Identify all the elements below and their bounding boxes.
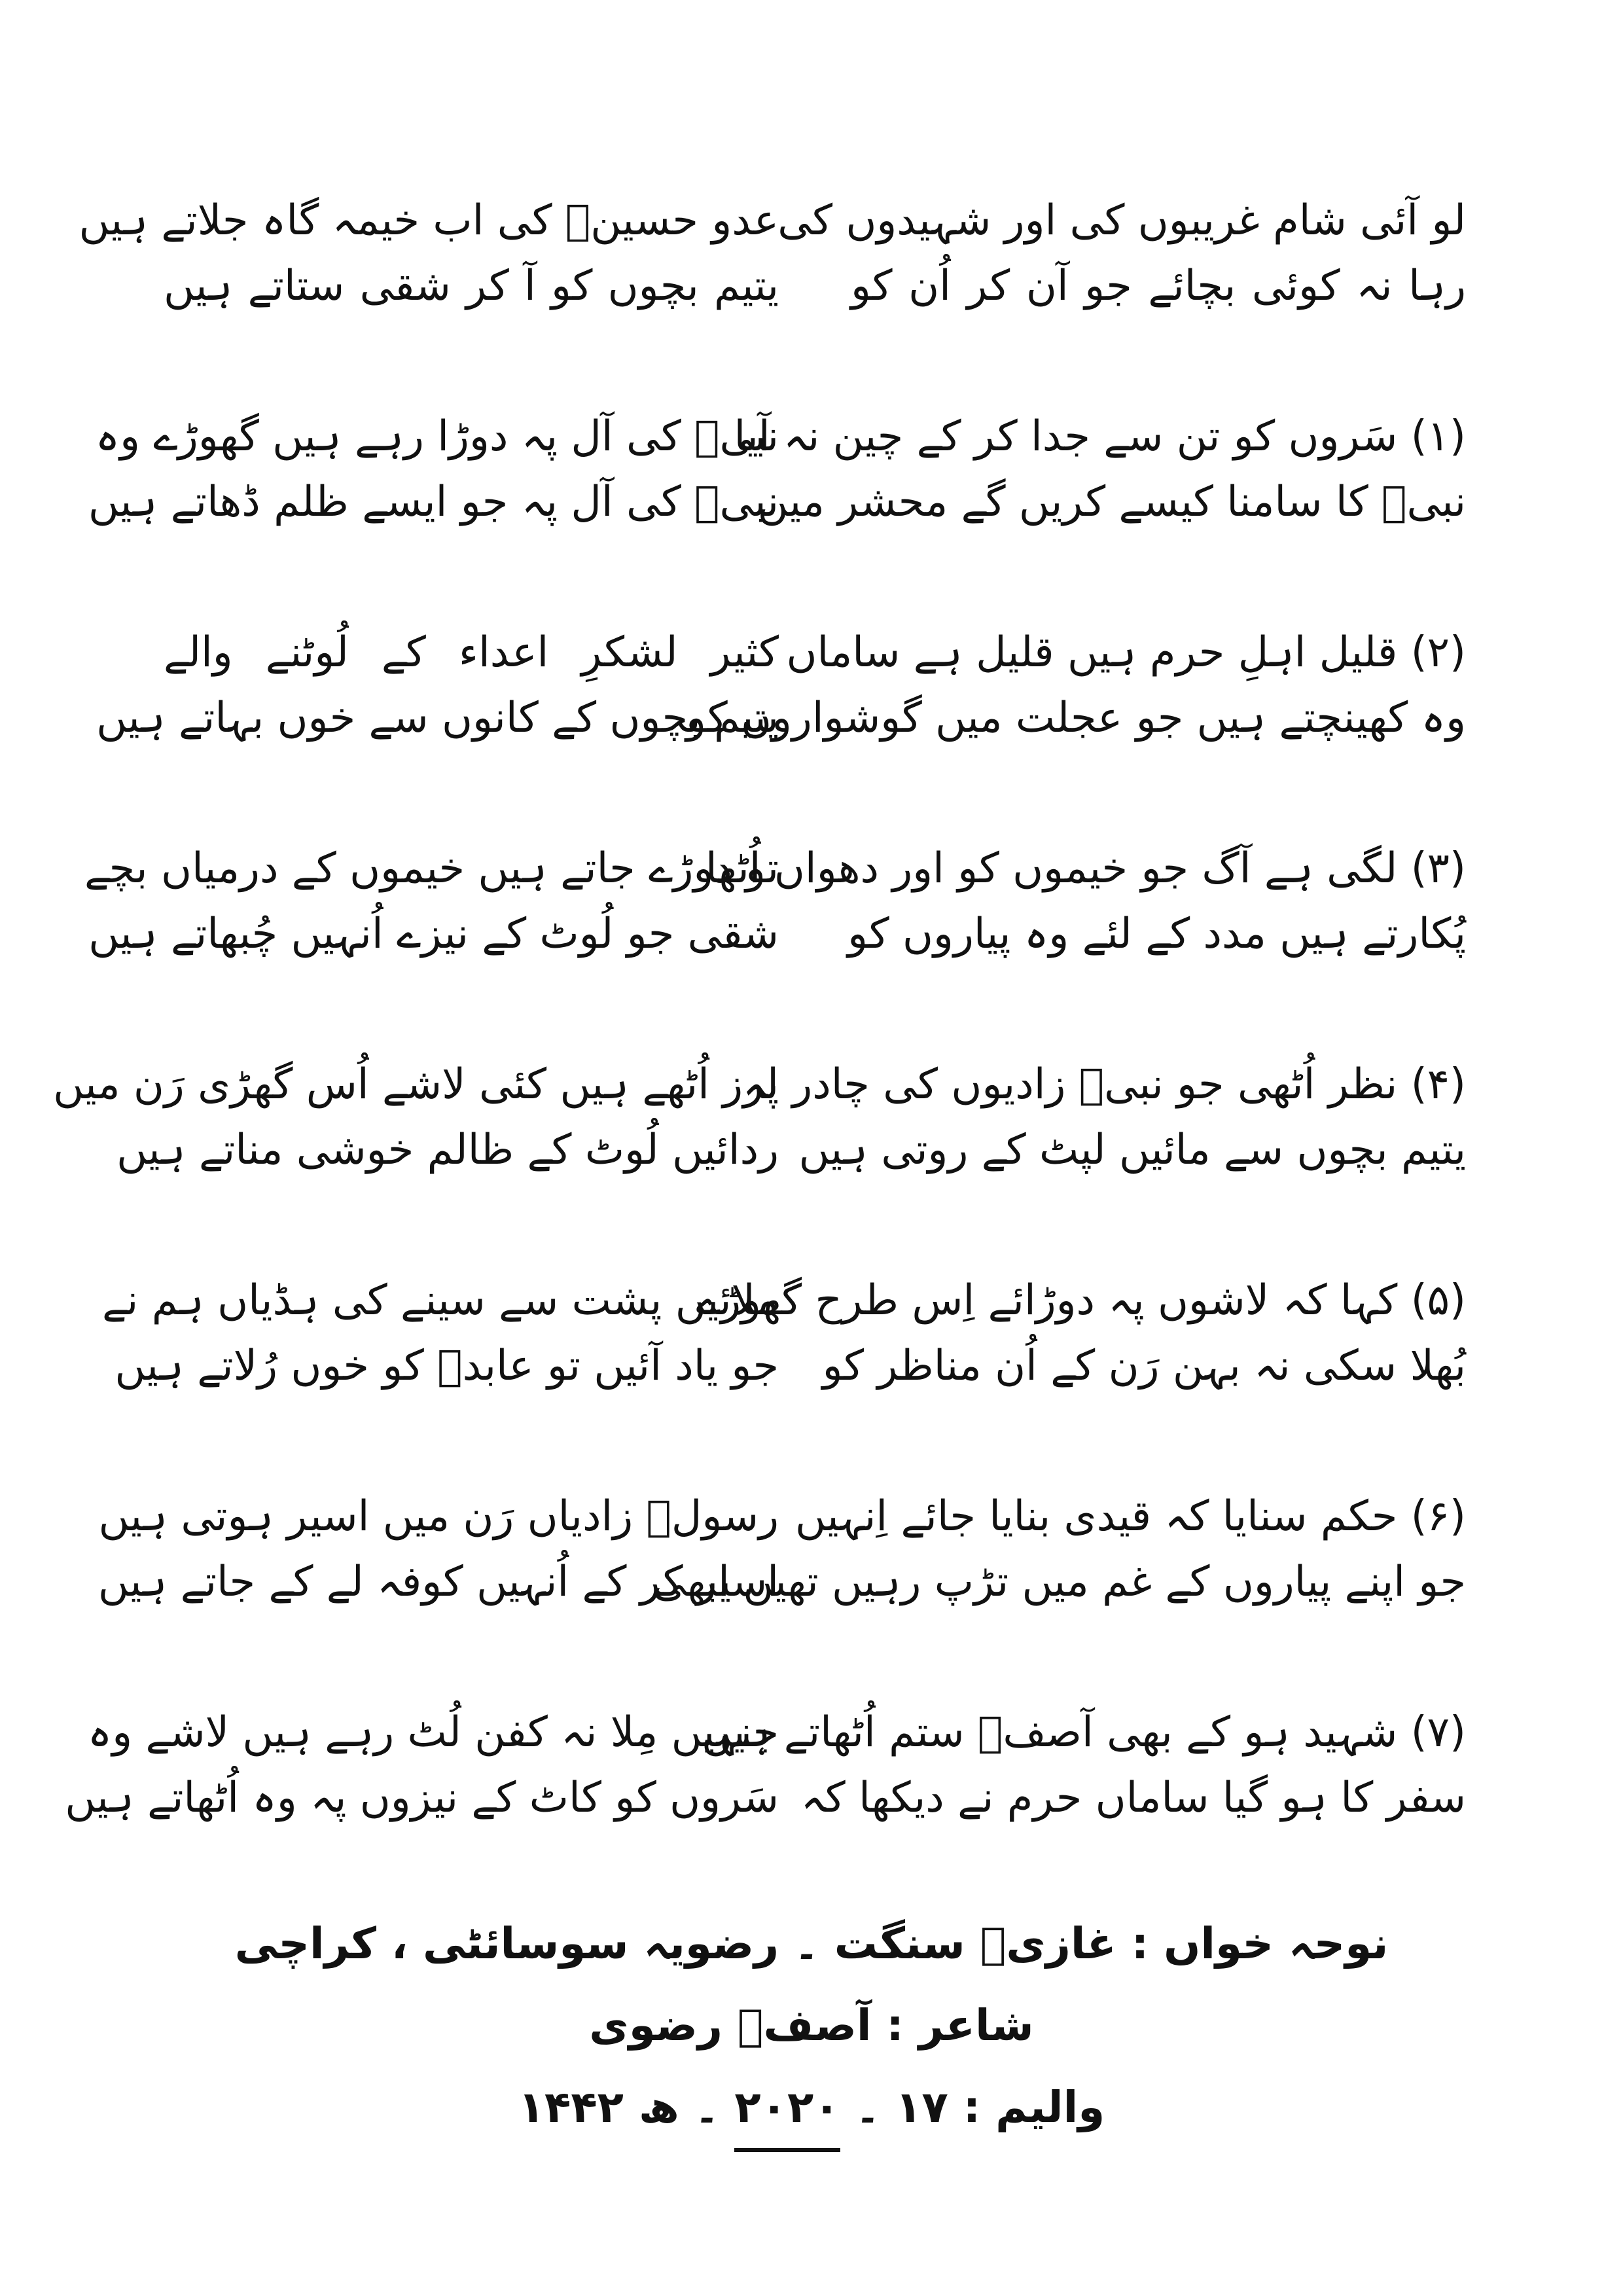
verse-first-half: [652, 1486, 1466, 1617]
verse-second-half: [65, 1702, 779, 1833]
verse-line: (۷) شہید ہو کے بھی آصفؔ ستم اُٹھاتے ہیں: [701, 1708, 1466, 1757]
volume-suffix: ۔ ھ ۱۴۴۲: [518, 2082, 720, 2132]
verse-line: سَروں کو کاٹ کے نیزوں پہ وہ اُٹھاتے ہیں: [65, 1774, 779, 1822]
poet-credit: شاعر : آصفؔ رضوی: [589, 2000, 1034, 2051]
stanza-3: [84, 838, 1466, 969]
verse-line: وہ کھینچتے ہیں جو عجلت میں گوشواروں کو: [686, 694, 1466, 742]
verse-second-half: [79, 190, 779, 321]
verse-line: لرز اُٹھے ہیں کئی لاشے اُس گھڑی رَن میں: [53, 1060, 779, 1109]
verse-line: (۶) حکم سنایا کہ قیدی بنایا جائے اِنہیں: [795, 1492, 1466, 1541]
verse-second-half: [98, 1486, 779, 1617]
verse-second-half: [88, 406, 779, 537]
verse-line: پُکارتے ہیں مدد کے لئے وہ پیاروں کو: [847, 910, 1466, 958]
verse-first-half: [734, 406, 1466, 537]
verse-line: (۴) نظر اُٹھی جو نبیؐ زادیوں کی چادر پہ: [742, 1060, 1466, 1109]
verse-line: تو دوڑے جاتے ہیں خیموں کے درمیاں بچے: [84, 844, 779, 893]
verse-line: یتیم بچوں سے مائیں لپٹ کے روتی ہیں: [798, 1126, 1466, 1174]
verse-line: نبیؐ کا سامنا کیسے کریں گے محشر میں: [757, 478, 1466, 526]
verse-line: عدو حسینؑ کی اب خیمہ گاہ جلاتے ہیں: [79, 196, 779, 245]
verse-first-half: [777, 190, 1466, 321]
stanza-5: [102, 1270, 1466, 1401]
verse-line: ملائیں پشت سے سینے کی ہڈیاں ہم نے: [102, 1276, 779, 1325]
stanza-1: [88, 406, 1466, 537]
verse-line: لو آئی شام غریبوں کی اور شہیدوں کی: [777, 196, 1466, 245]
verse-first-half: [686, 622, 1466, 753]
verse-line: (۳) لگی ہے آگ جو خیموں کو اور دھواں اُٹھا: [705, 844, 1466, 893]
verse-line: یتیم بچوں کو آ کر شقی ستاتے ہیں: [164, 262, 779, 310]
verse-line: نبیؐ کی آل پہ دوڑا رہے ہیں گھوڑے وہ: [95, 412, 779, 461]
reciter-credit: نوحہ خواں : غازیؑ سنگت ۔ رضویہ سوسائٹی ، کراچی: [234, 1918, 1389, 1969]
verse-second-half: [53, 1054, 779, 1185]
verse-line: سفر کا ہو گیا ساماں حرم نے دیکھا کہ: [800, 1774, 1466, 1822]
verse-line: کثیر لشکرِ اعداء کے لُوٹنے والے: [164, 628, 779, 677]
verse-line: جنہیں مِلا نہ کفن لُٹ رہے ہیں لاشے وہ: [87, 1708, 779, 1757]
verse-line: نبیؐ کی آل پہ جو ایسے ظلم ڈھاتے ہیں: [88, 478, 779, 526]
verse-line: رہا نہ کوئی بچائے جو آن کر اُن کو: [851, 262, 1466, 310]
verse-line: یتیم بچوں کے کانوں سے خوں بہاتے ہیں: [96, 694, 779, 742]
verse-first-half: [701, 1702, 1466, 1833]
verse-first-half: [696, 1270, 1466, 1401]
verse-second-half: [84, 838, 779, 969]
verse-line: شقی جو لُوٹ کے نیزے اُنہیں چُبھاتے ہیں: [88, 910, 779, 958]
volume-info: [0, 2068, 1623, 2152]
verse-line: بُھلا سکی نہ بہن رَن کے اُن مناظر کو: [822, 1342, 1466, 1390]
verse-line: جو یاد آئیں تو عابدؑ کو خوں رُلاتے ہیں: [115, 1342, 779, 1390]
verse-line: (۲) قلیل اہلِ حرم ہیں قلیل ہے ساماں: [786, 628, 1466, 677]
volume-year: ۲۰۲۰: [734, 2068, 840, 2152]
stanza-6: [98, 1486, 1466, 1617]
verse-line: اسیر کر کے اُنہیں کوفہ لے کے جاتے ہیں: [98, 1558, 779, 1606]
verse-line: ردائیں لُوٹ کے ظالم خوشی مناتے ہیں: [116, 1126, 779, 1174]
verse-second-half: [96, 622, 779, 753]
verse-line: (۵) کہا کہ لاشوں پہ دوڑائے اِس طرح گھوڑے: [696, 1276, 1466, 1325]
verse-first-half: [742, 1054, 1466, 1185]
verse-first-half: [705, 838, 1466, 969]
stanza-7: [65, 1702, 1466, 1833]
volume-prefix: والیم : ۱۷ ۔: [855, 2082, 1105, 2132]
verse-line: (۱) سَروں کو تن سے جدا کر کے چین نہ آیا: [734, 412, 1466, 461]
verse-second-half: [102, 1270, 779, 1401]
verse-line: رسولؐ زادیاں رَن میں اسیر ہوتی ہیں: [98, 1492, 779, 1541]
verse-line: جو اپنے پیاروں کے غم میں تڑپ رہیں تھیں ابھی: [652, 1558, 1466, 1606]
stanza-2: [96, 622, 1466, 753]
stanza-intro: [79, 190, 1466, 321]
stanza-4: [53, 1054, 1466, 1185]
